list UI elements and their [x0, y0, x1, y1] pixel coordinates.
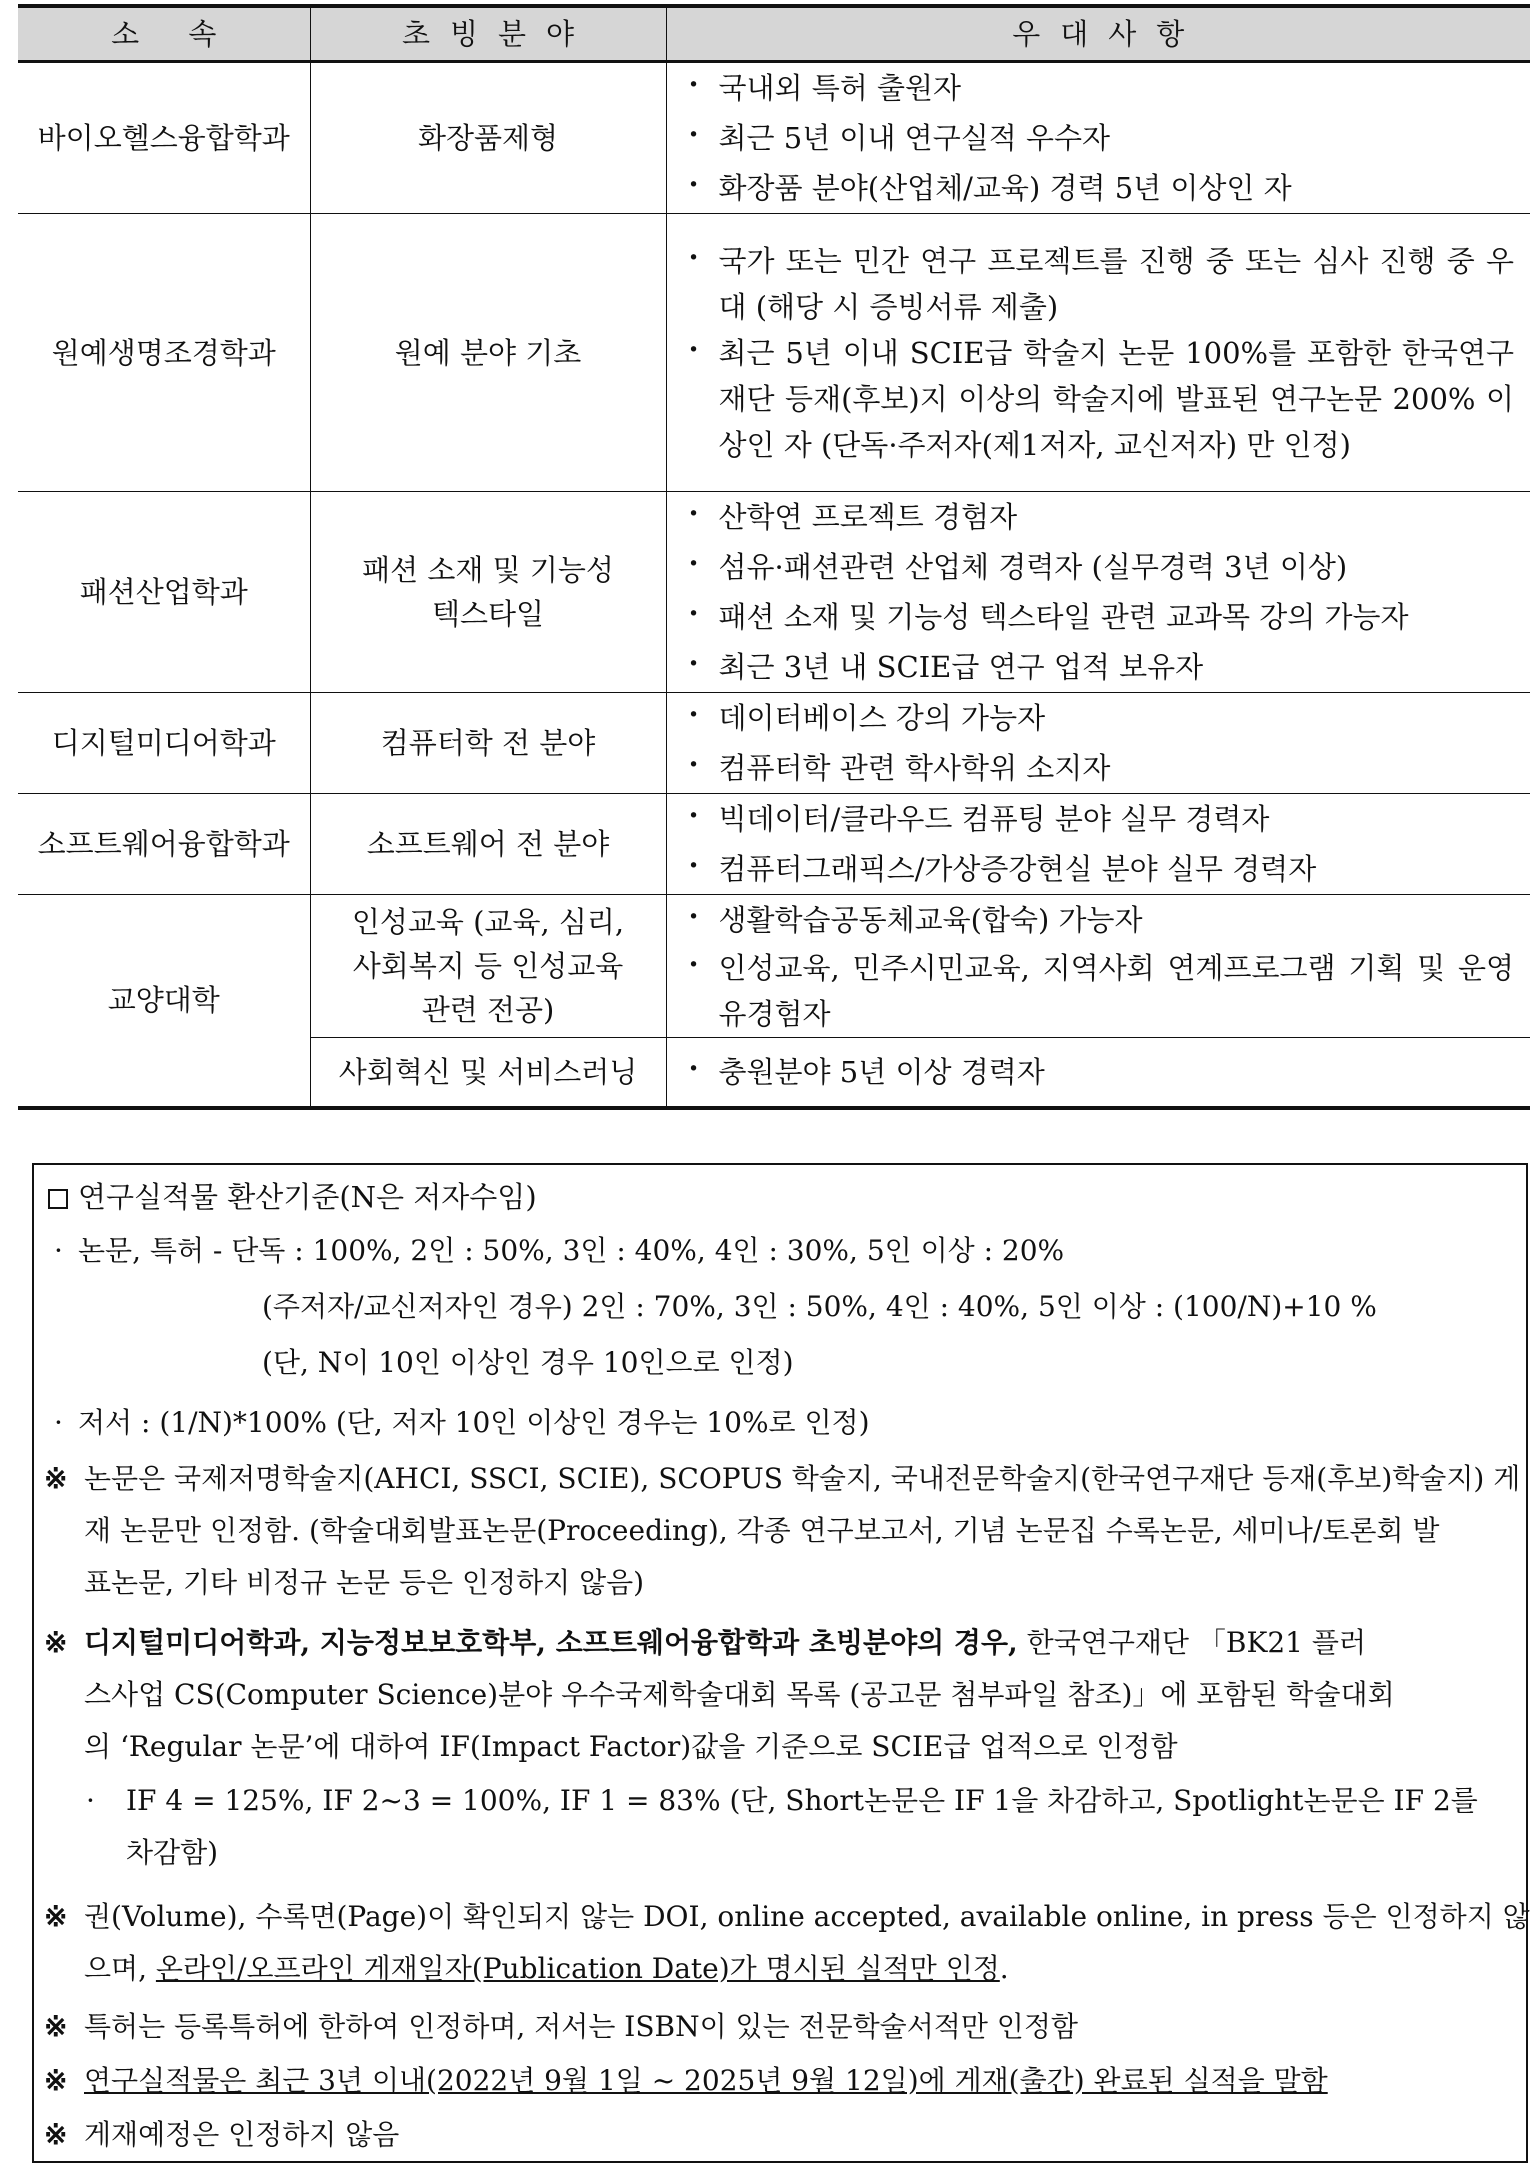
pref-item: · 데이터베이스 강의 가능자	[685, 693, 1515, 743]
pref-item: · 최근 3년 내 SCIE급 연구 업적 보유자	[685, 642, 1515, 692]
field-cell: 사회혁신 및 서비스러닝	[310, 1038, 666, 1108]
criteria-title: 연구실적물 환산기준(N은 저자수임)	[48, 1175, 1526, 1216]
book-rule: · 저서 : (1/N)*100% (단, 저자 10인 이상인 경우는 10%로 인정)	[54, 1406, 870, 1439]
recruitment-table	[18, 4, 1530, 1110]
header-preference: 우대사항	[666, 6, 1530, 62]
note-journal-l1: ※ 논문은 국제저명학술지(AHCI, SSCI, SCIE), SCOPUS 학술지, 국내전문학술지(한국연구재단 등재(후보)학술지) 게	[44, 1462, 1521, 1495]
checkbox-icon	[48, 1189, 68, 1209]
header-field: 초빙분야	[310, 6, 666, 62]
field-cell: 소프트웨어 전 분야	[310, 794, 666, 895]
table-row	[18, 794, 1530, 895]
field-cell: 컴퓨터학 전 분야	[310, 693, 666, 794]
table-row	[18, 895, 1530, 1038]
pref-cell	[666, 62, 1530, 214]
pref-item: · 섬유·패션관련 산업체 경력자 (실무경력 3년 이상)	[685, 542, 1515, 592]
dept-cell: 교양대학	[18, 895, 310, 1108]
pref-item: · 국내외 특허 출원자	[685, 63, 1515, 113]
note-bk21-l3: 의 ‘Regular 논문’에 대하여 IF(Impact Factor)값을 기준으로 SCIE급 업적으로 인정함	[84, 1730, 1178, 1763]
field-cell: 패션 소재 및 기능성 텍스타일	[310, 492, 666, 693]
note-pending: ※ 게재예정은 인정하지 않음	[44, 2118, 400, 2151]
paper-n10-rule: (단, N이 10인 이상인 경우 10인으로 인정)	[262, 1346, 794, 1379]
dept-cell: 패션산업학과	[18, 492, 310, 693]
note-if-l2: 차감함)	[126, 1836, 219, 1869]
dept-cell: 원예생명조경학과	[18, 214, 310, 492]
paper-main-author-rule: (주저자/교신저자인 경우) 2인 : 70%, 3인 : 50%, 4인 : 40%, 5인 이상 : (100/N)+10 %	[262, 1290, 1377, 1323]
dept-cell: 바이오헬스융합학과	[18, 62, 310, 214]
pref-item: · 생활학습공동체교육(합숙) 가능자	[685, 895, 1515, 945]
dept-cell: 디지털미디어학과	[18, 693, 310, 794]
pref-item: · 화장품 분야(산업체/교육) 경력 5년 이상인 자	[685, 163, 1515, 213]
pref-item: · 컴퓨터그래픽스/가상증강현실 분야 실무 경력자	[685, 844, 1515, 894]
pref-item: · 최근 5년 이내 SCIE급 학술지 논문 100%를 포함한 한국연구재단 등재(후보)지 이상의 학술지에 발표된 연구논문 200% 이상인 자 (단독·주저자(제1저자, 교신저자) 만 인정)	[685, 330, 1515, 468]
pref-cell	[666, 693, 1530, 794]
pref-item: · 패션 소재 및 기능성 텍스타일 관련 교과목 강의 가능자	[685, 592, 1515, 642]
pref-item: · 충원분야 5년 이상 경력자	[685, 1047, 1515, 1097]
dept-cell: 소프트웨어융합학과	[18, 794, 310, 895]
field-cell: 인성교육 (교육, 심리, 사회복지 등 인성교육 관련 전공)	[310, 895, 666, 1038]
header-affiliation: 소 속	[18, 6, 310, 62]
pref-item: · 국가 또는 민간 연구 프로젝트를 진행 중 또는 심사 진행 중 우대 (해당 시 증빙서류 제출)	[685, 238, 1515, 330]
pref-item: · 인성교육, 민주시민교육, 지역사회 연계프로그램 기획 및 운영 유경험자	[685, 945, 1515, 1037]
note-if-l1: · IF 4 = 125%, IF 2~3 = 100%, IF 1 = 83% (단, Short논문은 IF 1을 차감하고, Spotlight논문은 IF 2를	[86, 1784, 1478, 1817]
table-row	[18, 62, 1530, 214]
pref-cell	[666, 895, 1530, 1038]
pref-item: · 최근 5년 이내 연구실적 우수자	[685, 113, 1515, 163]
note-patent-book: ※ 특허는 등록특허에 한하여 인정하며, 저서는 ISBN이 있는 전문학술서적만 인정함	[44, 2010, 1078, 2043]
pref-item: · 컴퓨터학 관련 학사학위 소지자	[685, 743, 1515, 793]
table-header-row	[18, 6, 1530, 62]
note-bk21-l2: 스사업 CS(Computer Science)분야 우수국제학술대회 목록 (공고문 첨부파일 참조)」에 포함된 학술대회	[84, 1678, 1395, 1711]
pref-cell	[666, 214, 1530, 492]
note-period: ※ 연구실적물은 최근 3년 이내(2022년 9월 1일 ~ 2025년 9월 12일)에 게재(출간) 완료된 실적을 말함	[44, 2064, 1328, 2097]
note-doi-l2: 으며, 온라인/오프라인 게재일자(Publication Date)가 명시된 실적만 인정.	[84, 1952, 1009, 1985]
pref-cell	[666, 492, 1530, 693]
paper-patent-rule: · 논문, 특허 - 단독 : 100%, 2인 : 50%, 3인 : 40%, 4인 : 30%, 5인 이상 : 20%	[54, 1234, 1065, 1267]
table-row	[18, 214, 1530, 492]
note-doi-l1: ※ 권(Volume), 수록면(Page)이 확인되지 않는 DOI, online accepted, available online, in press 등은 인정하지 않	[44, 1900, 1530, 1933]
field-cell: 화장품제형	[310, 62, 666, 214]
field-cell: 원예 분야 기초	[310, 214, 666, 492]
note-bk21-l1: ※ 디지털미디어학과, 지능정보보호학부, 소프트웨어융합학과 초빙분야의 경우, 한국연구재단 「BK21 플러	[44, 1626, 1366, 1659]
conversion-criteria-box	[32, 1163, 1528, 2163]
note-journal-l3: 표논문, 기타 비정규 논문 등은 인정하지 않음)	[84, 1566, 645, 1599]
note-journal-l2: 재 논문만 인정함. (학술대회발표논문(Proceeding), 각종 연구보고서, 기념 논문집 수록논문, 세미나/토론회 발	[84, 1514, 1440, 1547]
pref-cell	[666, 1038, 1530, 1108]
pref-item: · 산학연 프로젝트 경험자	[685, 492, 1515, 542]
table-row	[18, 693, 1530, 794]
table-row	[18, 492, 1530, 693]
pref-item: · 빅데이터/클라우드 컴퓨팅 분야 실무 경력자	[685, 794, 1515, 844]
pref-cell	[666, 794, 1530, 895]
